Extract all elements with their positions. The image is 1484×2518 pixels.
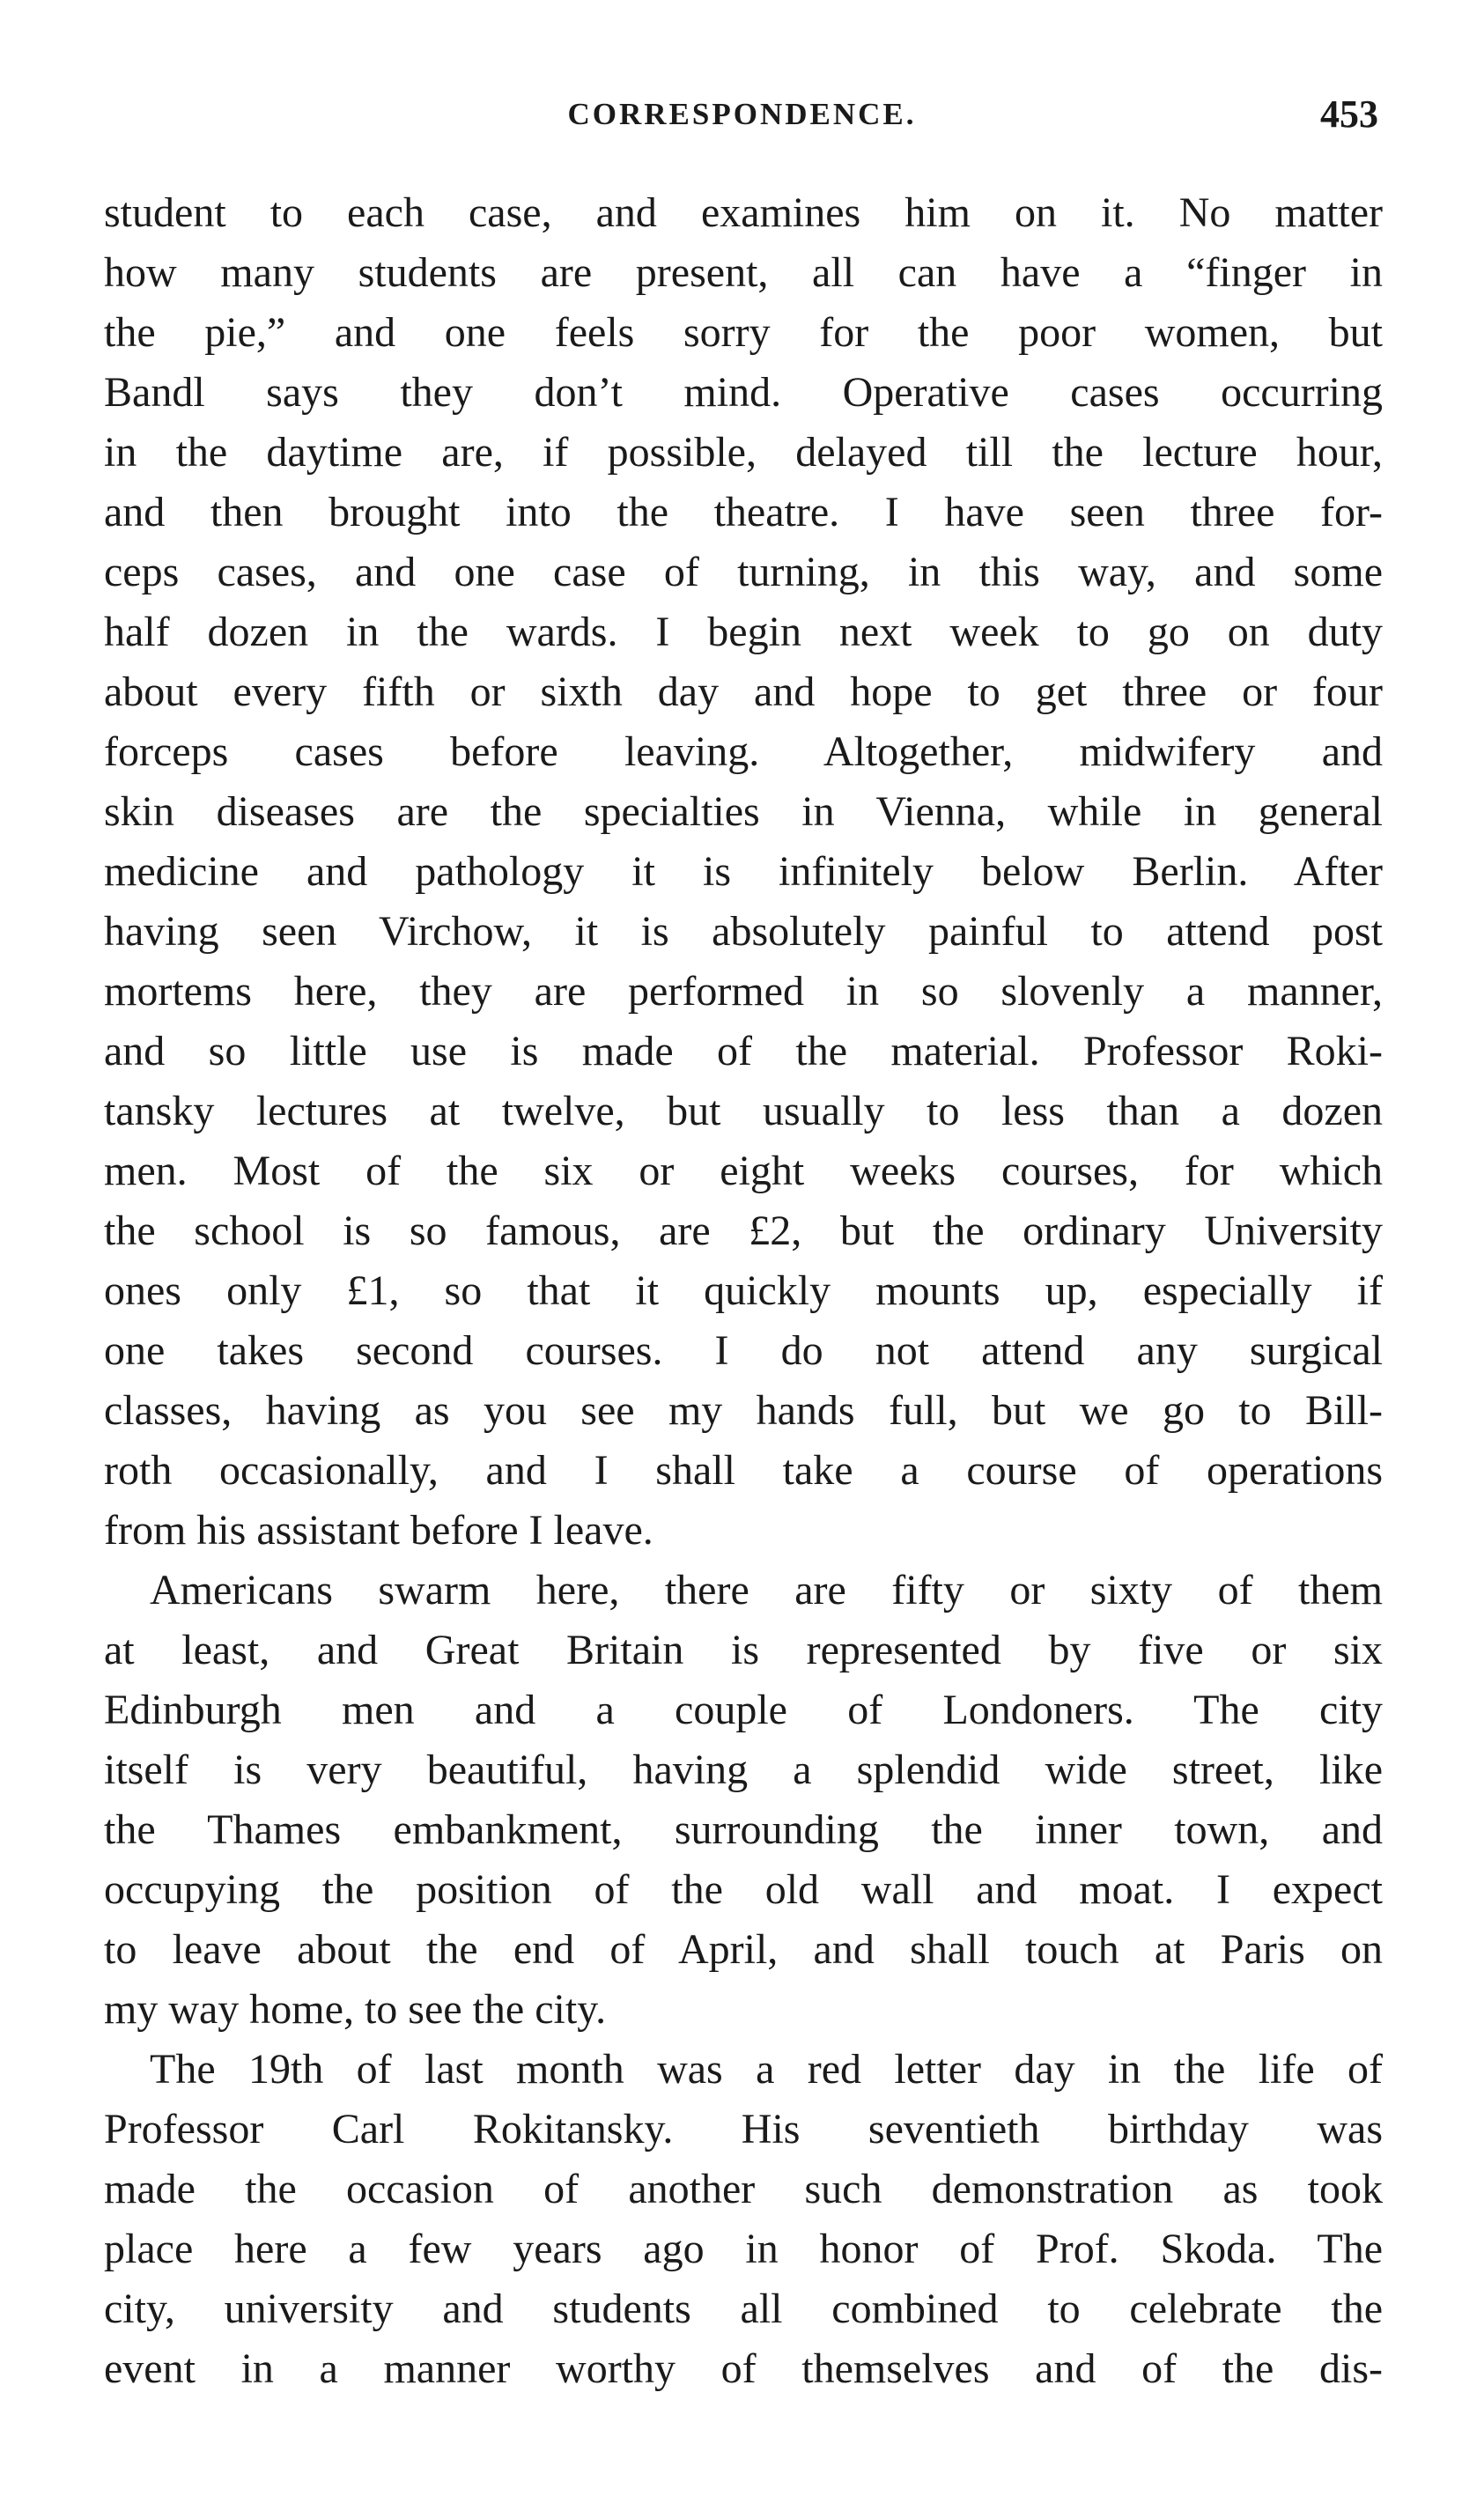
text-line: the Thames embankment, surrounding the inner town, and (104, 1806, 1383, 1853)
text-line: place here a few years ago in honor of Prof. Skoda. The (104, 2226, 1383, 2272)
text-line: how many students are present, all can have a “finger in (104, 249, 1383, 296)
paragraph-1 (104, 183, 1383, 1561)
text-line: mortems here, they are performed in so slovenly a manner, (104, 968, 1383, 1015)
text-line: men. Most of the six or eight weeks courses, for which (104, 1148, 1383, 1194)
text-line: ceps cases, and one case of turning, in this way, and some (104, 549, 1383, 595)
text-line: half dozen in the wards. I begin next week to go on duty (104, 609, 1383, 655)
text-line: medicine and pathology it is infinitely below Berlin. After (104, 848, 1383, 895)
text-line: occupying the position of the old wall and moat. I expect (104, 1866, 1383, 1913)
text-line: and so little use is made of the material. Professor Roki- (104, 1028, 1383, 1074)
text-line: classes, having as you see my hands full, but we go to Bill- (104, 1387, 1383, 1434)
text-line: made the occasion of another such demonstration as took (104, 2166, 1383, 2212)
text-line: ones only £1, so that it quickly mounts up, especially if (104, 1267, 1383, 1314)
text-line: Americans swarm here, there are fifty or sixty of them (150, 1567, 1383, 1613)
text-line: skin diseases are the specialties in Vienna, while in general (104, 788, 1383, 835)
text-line: roth occasionally, and I shall take a course of operations (104, 1447, 1383, 1494)
text-line: student to each case, and examines him on it. No matter (104, 189, 1383, 236)
text-line: The 19th of last month was a red letter day in the life of (150, 2046, 1383, 2093)
body-text (104, 183, 1383, 2399)
text-line: at least, and Great Britain is represented by five or six (104, 1627, 1383, 1673)
text-line: city, university and students all combined to celebrate the (104, 2285, 1383, 2332)
text-line: forceps cases before leaving. Altogether, midwifery and (104, 728, 1383, 775)
text-line: one takes second courses. I do not attend any surgical (104, 1327, 1383, 1374)
text-line: the pie,” and one feels sorry for the poor women, but (104, 309, 1383, 356)
text-line: itself is very beautiful, having a splendid wide street, like (104, 1746, 1383, 1793)
text-line: having seen Virchow, it is absolutely painful to attend post (104, 908, 1383, 955)
text-line: Bandl says they don’t mind. Operative cases occurring (104, 369, 1383, 416)
text-line: from his assistant before I leave. (104, 1507, 653, 1554)
text-line: tansky lectures at twelve, but usually to less than a dozen (104, 1088, 1383, 1134)
text-line: Professor Carl Rokitansky. His seventieth birthday was (104, 2106, 1383, 2152)
paragraph-2 (104, 1561, 1383, 2040)
text-line: event in a manner worthy of themselves and of the dis- (104, 2345, 1383, 2392)
text-line: about every fifth or sixth day and hope to get three or four (104, 668, 1383, 715)
text-line: the school is so famous, are £2, but the ordinary University (104, 1207, 1383, 1254)
paragraph-3 (104, 2040, 1383, 2399)
text-line: to leave about the end of April, and shall touch at Paris on (104, 1926, 1383, 1973)
running-title: CORRESPONDENCE. (567, 97, 917, 131)
text-line: in the daytime are, if possible, delayed till the lecture hour, (104, 429, 1383, 476)
text-line: Edinburgh men and a couple of Londoners. The city (104, 1687, 1383, 1733)
running-head (106, 85, 1378, 146)
text-line: my way home, to see the city. (104, 1986, 607, 2033)
text-line: and then brought into the theatre. I have seen three for- (104, 489, 1383, 535)
page-number: 453 (1320, 92, 1378, 136)
